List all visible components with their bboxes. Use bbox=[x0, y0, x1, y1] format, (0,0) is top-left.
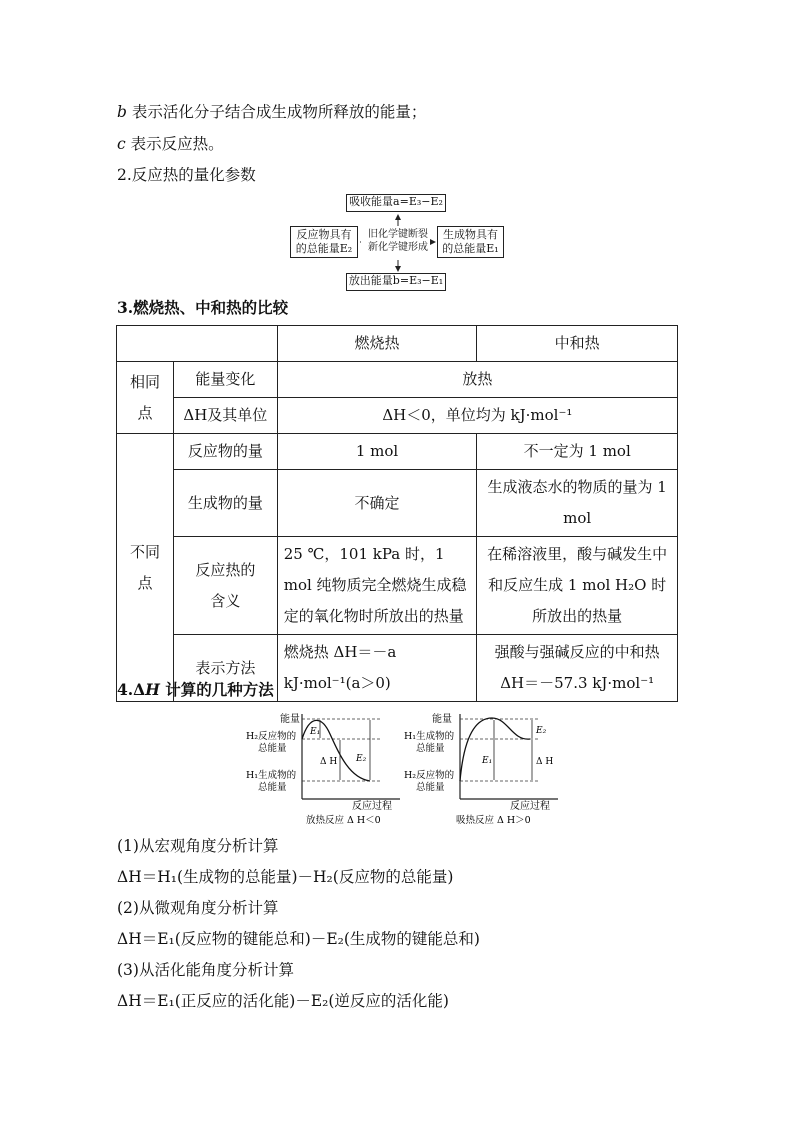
flow-arrows bbox=[280, 190, 520, 300]
line-b-definition bbox=[117, 102, 426, 122]
reactant-amount-label: 反应物的量 bbox=[173, 434, 277, 470]
section-4-title bbox=[117, 680, 274, 700]
table-row bbox=[117, 470, 678, 537]
same-points-group: 相同点 bbox=[117, 362, 174, 434]
dh-label: Δ H bbox=[320, 757, 338, 767]
table-corner-cell bbox=[117, 326, 278, 362]
dh-label: Δ H bbox=[536, 757, 554, 767]
product-amount-combustion: 不确定 bbox=[277, 470, 477, 537]
product-energy-line2: 的总能量E₁ bbox=[442, 242, 499, 255]
expression-combustion: 燃烧热 ΔH＝－a kJ·mol⁻¹(a＞0) bbox=[277, 635, 477, 702]
table-row bbox=[117, 537, 678, 635]
low-level-label-1: H₁生成物的 bbox=[246, 770, 297, 781]
bond-break-text: 旧化学键断裂 bbox=[368, 229, 428, 240]
table-row bbox=[117, 398, 678, 434]
meaning-label: 反应热的含义 bbox=[173, 537, 277, 635]
method-2-formula: ΔH＝E₁(反应物的键能总和)－E₂(生成物的键能总和) bbox=[117, 930, 480, 948]
release-energy-box: 放出能量b=E₃−E₁ bbox=[346, 273, 446, 291]
exothermic-energy-graph bbox=[240, 706, 410, 830]
e1-label: E₁ bbox=[482, 756, 493, 766]
e2-label: E₂ bbox=[536, 726, 547, 736]
var-b: b bbox=[117, 103, 127, 121]
reactant-energy-line1: 反应物具有 bbox=[296, 228, 352, 241]
sec4-suffix: 计算的几种方法 bbox=[159, 680, 274, 699]
e2-label: E₂ bbox=[356, 754, 367, 764]
product-amount-label: 生成物的量 bbox=[173, 470, 277, 537]
method-3-formula: ΔH＝E₁(正反应的活化能)－E₂(逆反应的活化能) bbox=[117, 992, 449, 1010]
high-level-label-1: H₁生成物的 bbox=[404, 731, 455, 742]
y-axis-label: 能量 bbox=[432, 714, 452, 725]
energy-curve bbox=[460, 718, 530, 781]
high-level-label-2: 总能量 bbox=[258, 743, 287, 754]
bond-form-text: 新化学键形成 bbox=[368, 242, 428, 253]
dh-unit-value: ΔH＜0，单位均为 kJ·mol⁻¹ bbox=[277, 398, 677, 434]
reactant-amount-neutralization: 不一定为 1 mol bbox=[477, 434, 678, 470]
endothermic-energy-graph bbox=[404, 706, 582, 830]
product-energy-line1: 生成物具有 bbox=[443, 228, 498, 241]
var-c: c bbox=[117, 135, 126, 153]
comparison-table bbox=[116, 325, 678, 702]
energy-change-value: 放热 bbox=[277, 362, 677, 398]
graph-caption: 放热反应 Δ H＜0 bbox=[306, 815, 381, 826]
table-row bbox=[117, 434, 678, 470]
graph-caption: 吸热反应 Δ H＞0 bbox=[456, 815, 531, 826]
reactant-amount-combustion: 1 mol bbox=[277, 434, 477, 470]
reactant-energy-line2: 的总能量E₂ bbox=[295, 242, 353, 255]
table-row bbox=[117, 362, 678, 398]
low-level-label-2: 总能量 bbox=[258, 782, 287, 793]
y-axis-label: 能量 bbox=[280, 714, 300, 725]
expression-neutralization: 强酸与强碱反应的中和热 ΔH＝－57.3 kJ·mol⁻¹ bbox=[477, 635, 678, 702]
line-c-definition bbox=[117, 134, 224, 154]
section-3-title: 3.燃烧热、中和热的比较 bbox=[117, 298, 289, 317]
x-axis-label: 反应过程 bbox=[510, 801, 550, 812]
low-level-label-2: 总能量 bbox=[416, 782, 445, 793]
method-1-title: (1)从宏观角度分析计算 bbox=[117, 837, 279, 855]
e1-label: E₁ bbox=[310, 727, 321, 737]
method-3-title: (3)从活化能角度分析计算 bbox=[117, 961, 294, 979]
absorb-energy-box: 吸收能量a=E₃−E₂ bbox=[346, 194, 446, 212]
energy-change-label: 能量变化 bbox=[173, 362, 277, 398]
table-header-row bbox=[117, 326, 678, 362]
meaning-neutralization: 在稀溶液里，酸与碱发生中和反应生成 1 mol H₂O 时所放出的热量 bbox=[477, 537, 678, 635]
x-axis-label: 反应过程 bbox=[352, 801, 392, 812]
c-definition-text: 表示反应热。 bbox=[130, 135, 224, 153]
high-level-label-2: 总能量 bbox=[416, 743, 445, 754]
section-2-title: 2.反应热的量化参数 bbox=[117, 166, 256, 184]
header-neutralization-heat: 中和热 bbox=[477, 326, 678, 362]
meaning-combustion: 25 ℃，101 kPa 时，1 mol 纯物质完全燃烧生成稳定的氧化物时所放出的热量 bbox=[277, 537, 477, 635]
sec4-prefix: 4.Δ bbox=[117, 680, 146, 699]
header-combustion-heat: 燃烧热 bbox=[277, 326, 477, 362]
low-level-label-1: H₂反应物的 bbox=[404, 770, 455, 781]
expression-label: 表示方法 bbox=[173, 635, 277, 702]
product-amount-neutralization: 生成液态水的物质的量为 1 mol bbox=[477, 470, 678, 537]
method-2-title: (2)从微观角度分析计算 bbox=[117, 899, 279, 917]
different-points-group: 不同点 bbox=[117, 434, 174, 702]
b-definition-text: 表示活化分子结合成生成物所释放的能量； bbox=[131, 103, 427, 121]
high-level-label-1: H₂反应物的 bbox=[246, 731, 297, 742]
dh-unit-label: ΔH及其单位 bbox=[173, 398, 277, 434]
sec4-var: H bbox=[145, 680, 160, 699]
method-1-formula: ΔH＝H₁(生成物的总能量)－H₂(反应物的总能量) bbox=[117, 868, 454, 886]
